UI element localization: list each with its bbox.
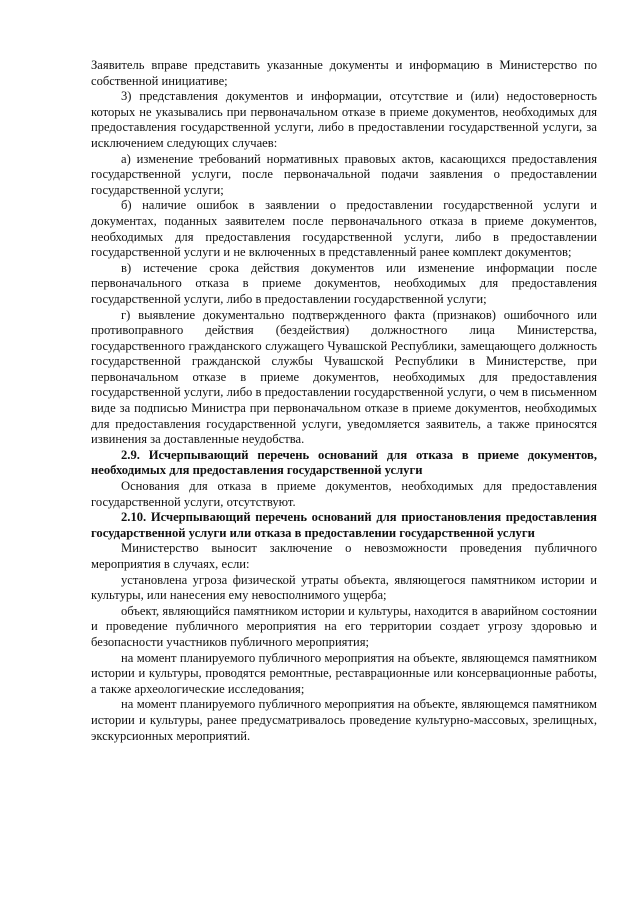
paragraph-item-g: г) выявление документально подтвержденного факта (признаков) ошибочного или противоправного действия (бездействия) должностного лица Министерства, государственного гражданского служащего Чувашской Республики, замещающего должность государственной гражданской службы Чувашской Республики в Министерстве, при первоначальном отказе в приеме документов, необходимых для предоставления государственной услуги, либо в предоставлении государственной услуги, о чем в письменном виде за подписью Министра при первоначальном отказе в приеме документов, необходимых для предоставления государственной услуги, уведомляется заявитель, а также приносятся извинения за доставленные неудобства. — [91, 307, 597, 447]
paragraph-2-10-case-2: объект, являющийся памятником истории и культуры, находится в аварийном состоянии и проведение публичного мероприятия на его территории создает угрозу здоровью и безопасности участников публичного мероприятия; — [91, 603, 597, 649]
section-heading-2-10: 2.10. Исчерпывающий перечень оснований для приостановления предоставления государственной услуги или отказа в предоставлении государственной услуги — [91, 510, 597, 540]
paragraph-2-10-intro: Министерство выносит заключение о невозможности проведения публичного мероприятия в случаях, если: — [91, 541, 597, 571]
paragraph-2-10-case-3: на момент планируемого публичного мероприятия на объекте, являющемся памятником истории и культуры, проводятся ремонтные, реставрационные или консервационные работы, а также археологические исследования; — [91, 650, 597, 696]
paragraph-item-3: 3) представления документов и информации, отсутствие и (или) недостоверность которых не указывались при первоначальном отказе в приеме документов, необходимых для предоставления государственной услуги, либо в предоставлении государственной услуги, за исключением следующих случаев: — [91, 89, 597, 150]
paragraph-1: Заявитель вправе представить указанные документы и информацию в Министерство по собственной инициативе; — [91, 58, 597, 88]
paragraph-item-v: в) истечение срока действия документов или изменение информации после первоначального отказа в приеме документов, необходимых для предоставления государственной услуги, либо в предоставлении государственной услуги; — [91, 260, 597, 306]
paragraph-2-9-body: Основания для отказа в приеме документов, необходимых для предоставления государственной услуги, отсутствуют. — [91, 479, 597, 509]
paragraph-item-b: б) наличие ошибок в заявлении о предоставлении государственной услуги и документах, поданных заявителем после первоначального отказа в приеме документов, необходимых для предоставления государственной услуги, либо в предоставлении государственной услуги и не включенных в представленный ранее комплект документов; — [91, 198, 597, 260]
paragraph-item-a: а) изменение требований нормативных правовых актов, касающихся предоставления государственной услуги, после первоначальной подачи заявления о предоставлении государственной услуги; — [91, 151, 597, 197]
paragraph-2-10-case-4: на момент планируемого публичного мероприятия на объекте, являющемся памятником истории и культуры, ранее предусматривалось проведение культурно-массовых, зрелищных, экскурсионных мероприятий. — [91, 697, 597, 743]
document-page — [91, 58, 597, 744]
section-heading-2-9: 2.9. Исчерпывающий перечень оснований для отказа в приеме документов, необходимых для предоставления государственной услуги — [91, 447, 597, 478]
paragraph-2-10-case-1: установлена угроза физической утраты объекта, являющегося памятником истории и культуры, или нанесения ему невосполнимого ущерба; — [91, 572, 597, 603]
